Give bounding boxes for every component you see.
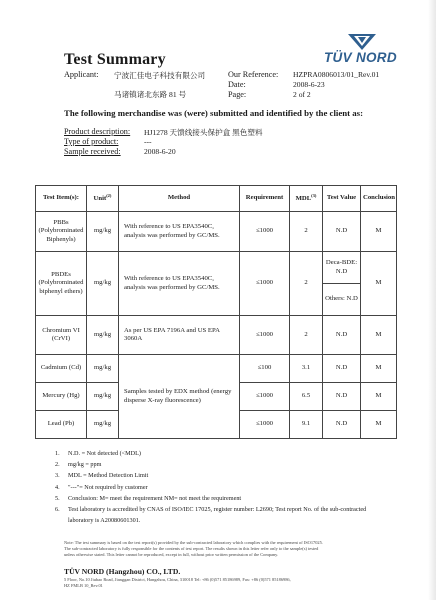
cell-method: As per US EPA 7196A and US EPA 3060A	[119, 316, 240, 355]
merchandise-heading: The following merchandise was (were) submitted and identified by the client as:	[64, 108, 364, 118]
footer-company: TÜV NORD (Hangzhou) CO., LTD.	[64, 567, 181, 576]
date-value: 2008-6-23	[293, 80, 325, 89]
table-row	[36, 252, 397, 284]
header-unit-text: Unit	[93, 195, 107, 203]
our-reference-label: Our Reference:	[228, 70, 279, 79]
cell-mdl: 2	[290, 316, 323, 355]
cell-method: Samples tested by EDX method (energy disperse X-ray fluorescence)	[119, 355, 240, 439]
note-text: mg/kg = ppm	[68, 461, 102, 469]
header-unit-sup: (2)	[106, 193, 112, 199]
cell-conclusion: M	[361, 383, 397, 411]
results-table	[35, 185, 397, 439]
header-mdl-text: MDL	[295, 195, 312, 203]
cell-item: Cadmium (Cd)	[36, 355, 87, 383]
cell-item: PBBs (Polybrominated Biphenyls)	[36, 212, 87, 252]
cell-method: With reference to US EPA3540C, analysis was performed by GC/MS.	[119, 212, 240, 252]
list-item	[55, 459, 366, 470]
note-number: 6.	[55, 506, 60, 514]
cell-mdl: 3.1	[290, 355, 323, 383]
list-item	[55, 493, 366, 504]
header-conclusion: Conclusion	[361, 186, 397, 212]
cell-requirement: ≤1000	[240, 383, 290, 411]
note-text: Conclusion: M= meet the requirement NM= not meet the requirement	[68, 494, 242, 502]
cell-unit: mg/kg	[87, 212, 119, 252]
note-number: 3.	[55, 472, 60, 480]
cell-conclusion: M	[361, 252, 397, 316]
cell-test-value-others: Others: N.D	[323, 284, 361, 316]
logo-mark-icon	[318, 32, 398, 52]
header-mdl-sup: (3)	[311, 193, 317, 199]
cell-item: Mercury (Hg)	[36, 383, 87, 411]
list-item	[55, 482, 366, 493]
cell-test-value-deca: Deca-BDE: N.D	[323, 252, 361, 284]
product-description-value: HJ1278 天馈线接头保护盒 黑色塑料	[144, 128, 263, 137]
note-number: 4.	[55, 483, 60, 491]
cell-item: PBDEs (Polybrominated biphenyl ethers)	[36, 252, 87, 316]
cell-mdl: 9.1	[290, 411, 323, 439]
cell-requirement: ≤1000	[240, 316, 290, 355]
list-item	[55, 448, 366, 459]
cell-item: Chromium VI (CrVI)	[36, 316, 87, 355]
cell-unit: mg/kg	[87, 316, 119, 355]
page-value: 2 of 2	[293, 90, 311, 99]
applicant-name: 宁波汇佳电子科技有限公司	[114, 71, 206, 80]
cell-conclusion: M	[361, 355, 397, 383]
footer-note-line-1: Note: The test summary is based on the test report(s) provided by the sub-contracted laboratory which complies with the requirement of ISO17025.	[64, 540, 323, 545]
note-number: 2.	[55, 461, 60, 469]
note-number: 5.	[55, 494, 60, 502]
page-edge-shadow	[428, 0, 436, 600]
date-label: Date:	[228, 80, 246, 89]
header-test-value: Test Value	[323, 186, 361, 212]
cell-method: With reference to US EPA3540C, analysis was performed by GC/MS.	[119, 252, 240, 316]
list-item	[55, 470, 366, 481]
note-number: 1.	[55, 450, 60, 457]
cell-unit: mg/kg	[87, 411, 119, 439]
header-requirement: Requirement	[240, 186, 290, 212]
sample-received-value: 2008-6-20	[144, 147, 176, 156]
header-mdl	[290, 186, 323, 212]
table-header-row	[36, 186, 397, 212]
our-reference-value: HZPRA0806013/01_Rev.01	[293, 70, 380, 79]
note-continuation: laboratory is A20080601301.	[68, 517, 141, 525]
notes-list	[55, 448, 366, 526]
header-test-item: Test Item(s):	[36, 186, 87, 212]
note-text: Test laboratory is accredited by CNAS of ISO/IEC 17025, register number: L2690; Test report No. of the sub-contracted	[68, 506, 367, 514]
footer-address: 5 Floor, No.10 Jiubao Road, Jianggan District, Hangzhou, China, 310018 Tel: +86 (0)571 85186989, Fax: +86 (0)571 85186986,	[64, 577, 291, 582]
cell-item: Lead (Pb)	[36, 411, 87, 439]
cell-test-value: N.D	[323, 355, 361, 383]
table-row	[36, 212, 397, 252]
cell-requirement: ≤1000	[240, 212, 290, 252]
brand-name: TÜV NORD	[324, 50, 397, 65]
cell-mdl: 2	[290, 212, 323, 252]
cell-requirement: ≤1000	[240, 252, 290, 316]
table-row	[36, 355, 397, 383]
footer-note-line-3: unless otherwise stated. This letter cannot be reproduced, except in full, without prior written permission of the Company.	[64, 552, 279, 557]
cell-unit: mg/kg	[87, 355, 119, 383]
cell-conclusion: M	[361, 212, 397, 252]
cell-test-value: N.D	[323, 316, 361, 355]
list-item	[55, 504, 366, 515]
applicant-label: Applicant:	[64, 70, 99, 79]
cell-test-value: N.D	[323, 212, 361, 252]
cell-test-value: N.D	[323, 383, 361, 411]
cell-unit: mg/kg	[87, 383, 119, 411]
product-description-label: Product description:	[64, 127, 131, 136]
table-row	[36, 316, 397, 355]
type-of-product-label: Type of product:	[64, 137, 119, 146]
cell-conclusion: M	[361, 411, 397, 439]
note-text: "---"= Not required by customer	[68, 483, 148, 491]
tuv-nord-logo	[318, 32, 398, 66]
header-unit	[87, 186, 119, 212]
cell-mdl: 6.5	[290, 383, 323, 411]
applicant-address: 马诸镇诸北东路 81 号	[114, 90, 187, 99]
footer-note-line-2: The sub-contracted laboratory is fully responsible for the contents of test report. The results shown in this letter refer only to the sample(s) tested	[64, 546, 319, 551]
cell-test-value: N.D	[323, 411, 361, 439]
note-text: N.D. = Not detected (<MDL)	[68, 450, 141, 457]
cell-requirement: ≤1000	[240, 411, 290, 439]
cell-requirement: ≤100	[240, 355, 290, 383]
cell-unit: mg/kg	[87, 252, 119, 316]
sample-received-label: Sample received:	[64, 147, 121, 156]
cell-mdl: 2	[290, 252, 323, 316]
page-title: Test Summary	[64, 51, 166, 68]
note-text: MDL = Method Detection Limit	[68, 472, 149, 480]
page-label: Page:	[228, 90, 247, 99]
type-of-product-value: ---	[144, 137, 152, 146]
cell-conclusion: M	[361, 316, 397, 355]
header-method: Method	[119, 186, 240, 212]
footer-form-number: HZ FMLB 10_Rev.01	[64, 583, 103, 588]
